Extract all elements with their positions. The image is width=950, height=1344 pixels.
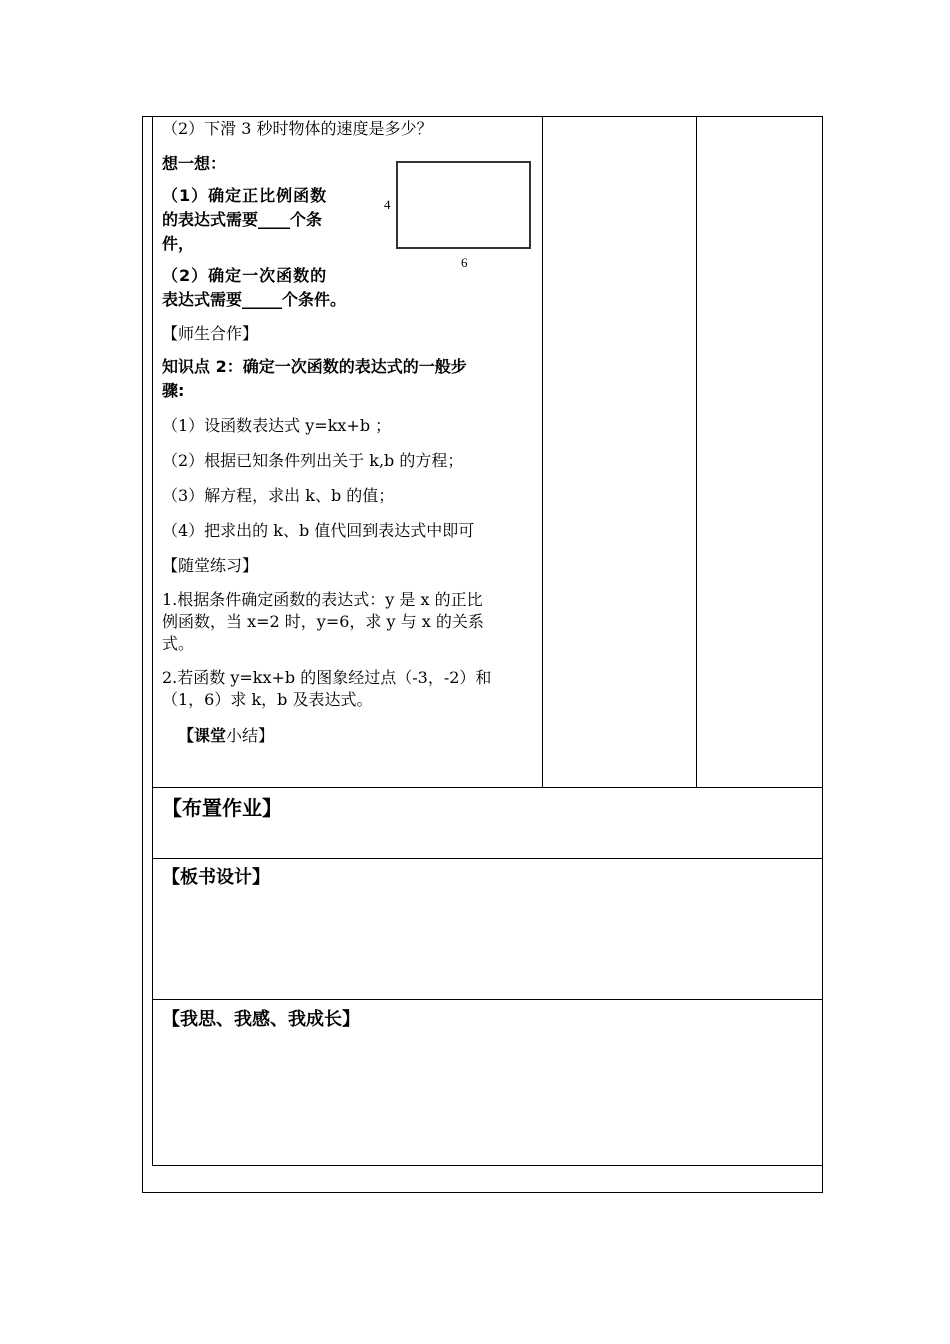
think-1-line-1: （1）确定正比例函数 — [162, 186, 328, 205]
step-4: （4）把求出的 k、b 值代回到表达式中即可 — [162, 521, 475, 540]
summary-heading — [178, 725, 274, 747]
practice-heading: 【随堂练习】 — [162, 556, 259, 575]
summary-bold-part: 【课堂 — [178, 726, 227, 745]
outer-left-border — [142, 116, 143, 1193]
column-divider-1 — [542, 116, 543, 788]
exercise-1-line-1: 1.根据条件确定函数的表达式：y 是 x 的正比 — [162, 590, 483, 609]
question-2: （2）下滑 3 秒时物体的速度是多少？ — [162, 119, 433, 138]
width-label: 6 — [461, 255, 468, 270]
step-3: （3）解方程，求出 k、b 的值； — [162, 486, 395, 505]
knowledge-point-2-line-2: 骤: — [162, 381, 185, 400]
rectangle-figure — [380, 155, 540, 275]
outer-top-border — [142, 116, 823, 117]
exercise-2-line-1: 2.若函数 y=kx+b 的图象经过点（-3，-2）和 — [162, 668, 492, 687]
inner-left-border — [152, 116, 153, 1166]
summary-rest-part: 小结】 — [226, 726, 275, 745]
think-2-line-1: （2）确定一次函数的 — [162, 266, 328, 285]
row-divider-reflection — [152, 999, 823, 1000]
board-design-heading: 【板书设计】 — [162, 867, 270, 888]
outer-right-border — [822, 116, 823, 1193]
height-label: 4 — [384, 197, 391, 212]
outer-bottom-border — [142, 1192, 823, 1193]
rectangle-shape — [396, 161, 531, 249]
think-2-line-2: 表达式需要_____个条件。 — [162, 290, 347, 309]
row-divider-homework — [152, 787, 823, 788]
row-divider-bottom — [152, 1165, 823, 1166]
cooperation-heading: 【师生合作】 — [162, 324, 259, 343]
exercise-2-line-2: （1，6）求 k，b 及表达式。 — [162, 690, 373, 709]
think-heading: 想一想： — [162, 154, 227, 173]
think-1-line-3: 件， — [162, 234, 195, 253]
homework-heading: 【布置作业】 — [162, 796, 282, 820]
column-divider-2 — [696, 116, 697, 788]
knowledge-point-2-line-1: 知识点 2：确定一次函数的表达式的一般步 — [162, 357, 467, 376]
row-divider-board — [152, 858, 823, 859]
reflection-heading: 【我思、我感、我成长】 — [162, 1009, 360, 1030]
step-2: （2）根据已知条件列出关于 k,b 的方程； — [162, 451, 464, 470]
think-1-line-2: 的表达式需要____个条 — [162, 210, 323, 229]
step-1: （1）设函数表达式 y=kx+b ； — [162, 416, 392, 435]
exercise-1-line-3: 式。 — [162, 634, 195, 653]
exercise-1-line-2: 例函数，当 x=2 时，y=6，求 y 与 x 的关系 — [162, 612, 484, 631]
